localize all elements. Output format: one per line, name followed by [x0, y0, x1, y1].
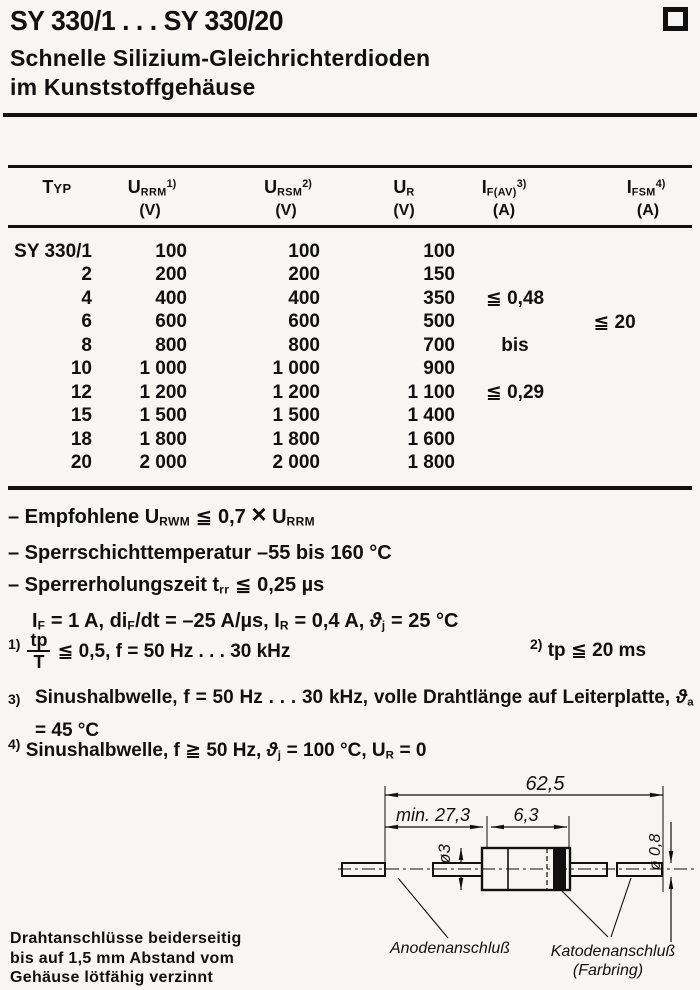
- subtitle-line-1: Schnelle Silizium-Gleichrichterdioden: [10, 45, 431, 71]
- duty-cycle-fraction: [27, 631, 50, 672]
- table-row: 4 400 400 350 ≦ 0,48: [81, 287, 545, 310]
- header-divider: [3, 113, 697, 117]
- dim-min-lead-length-label: min. 27,3: [395, 805, 471, 825]
- unit-ifav: (A): [492, 202, 516, 219]
- package-outline-drawing: [330, 772, 700, 988]
- col-header-ursm: URSM$^{2)}$: [264, 177, 312, 199]
- footnote-3-text: Sinushalbwelle, f = 50 Hz . . . 30 kHz, volle Drahtlänge auf Leiterplatte, ϑa = 45 °C: [35, 687, 694, 741]
- table-row: 6 600 600 500 ≦ 20: [81, 311, 636, 333]
- unit-ursm: (V): [275, 202, 297, 219]
- footnote-3: [8, 684, 694, 744]
- solderability-note: [10, 929, 242, 988]
- table-row: 10 1 000 1 000 900: [70, 358, 455, 380]
- col-header-ifav: IF(AV)$^{3)}$: [481, 177, 527, 199]
- table-row: 15 1 500 1 500 1 400: [70, 405, 455, 427]
- cathode-colorband-label: (Farbring): [572, 962, 644, 979]
- page-title: SY 330/1 . . . SY 330/20: [10, 5, 284, 36]
- unit-ifsm: (A): [636, 202, 660, 219]
- footnote-2-label: 2): [530, 636, 543, 652]
- table-body: [8, 228, 692, 486]
- col-header-ur: UR: [393, 177, 415, 199]
- note-recovery-conditions: IF = 1 A, diF/dt = –25 A/µs, IR = 0,4 A, ϑj = 25 °C: [32, 609, 459, 633]
- fraction-numerator: tp: [27, 631, 50, 652]
- fraction-denominator: T: [33, 652, 45, 673]
- dim-body-diameter-label: ø3: [435, 844, 454, 864]
- table-row: 8 800 800 700 bis: [81, 334, 529, 356]
- note-urwm: – Empfohlene URWM ≦ 0,7 × URRM: [8, 499, 316, 529]
- subtitle-line-2: im Kunststoffgehäuse: [10, 74, 256, 100]
- table-header-row: [8, 168, 692, 228]
- characteristics-notes: [8, 501, 698, 642]
- dim-lead-diameter-label: ø 0,8: [647, 833, 664, 871]
- footnote-1-label: 1): [8, 636, 21, 653]
- cathode-terminal-label: Katodenanschluß: [550, 943, 676, 960]
- footnote-2-text: tp ≦ 20 ms: [547, 640, 647, 661]
- footnote-3-label: 3): [8, 691, 21, 707]
- corner-square-icon: [663, 7, 688, 31]
- footnote-row-1-2: [8, 631, 696, 685]
- unit-ur: (V): [393, 202, 415, 219]
- anode-terminal-label: Anodenanschluß: [389, 940, 511, 957]
- col-header-typ: TYP: [42, 177, 72, 197]
- table-row: 20 2 000 2 000 1 800: [70, 452, 455, 474]
- solderability-note-line-2: bis auf 1,5 mm Abstand vom: [10, 949, 235, 967]
- page-subtitle: [10, 44, 430, 102]
- footnote-1-text: ≦ 0,5, f = 50 Hz . . . 30 kHz: [57, 640, 291, 662]
- solderability-note-line-3: Gehäuse lötfähig verzinnt: [10, 969, 214, 986]
- dim-body-length-label: 6,3: [513, 805, 539, 825]
- ratings-table: [8, 165, 692, 490]
- table-row: SY 330/1 100 100 100: [14, 240, 455, 262]
- table-row: 18 1 800 1 800 1 600: [70, 428, 455, 450]
- table-row: 12 1 200 1 200 1 100 ≦ 0,29: [70, 381, 545, 404]
- table-row: 2 200 200 150: [81, 264, 455, 286]
- col-header-urrm: URRM$^{1)}$: [127, 177, 177, 199]
- col-header-ifsm: IFSM$^{4)}$: [626, 177, 666, 199]
- footnote-4-label: 4): [8, 736, 21, 752]
- footnote-2: [530, 636, 647, 662]
- note-junction-temp: – Sperrschichttemperatur –55 bis 160 °C: [8, 542, 392, 565]
- solderability-note-line-1: Drahtanschlüsse beiderseitig: [10, 930, 242, 947]
- unit-urrm: (V): [139, 202, 161, 219]
- footnote-4-text: Sinushalbwelle, f ≧ 50 Hz, ϑj = 100 °C, UR = 0: [25, 740, 427, 762]
- cathode-band: [553, 848, 566, 890]
- footnote-4: [8, 736, 694, 762]
- note-recovery-time: – Sperrerholungszeit trr ≦ 0,25 µs: [8, 573, 325, 597]
- dim-total-length-label: 62,5: [525, 773, 565, 795]
